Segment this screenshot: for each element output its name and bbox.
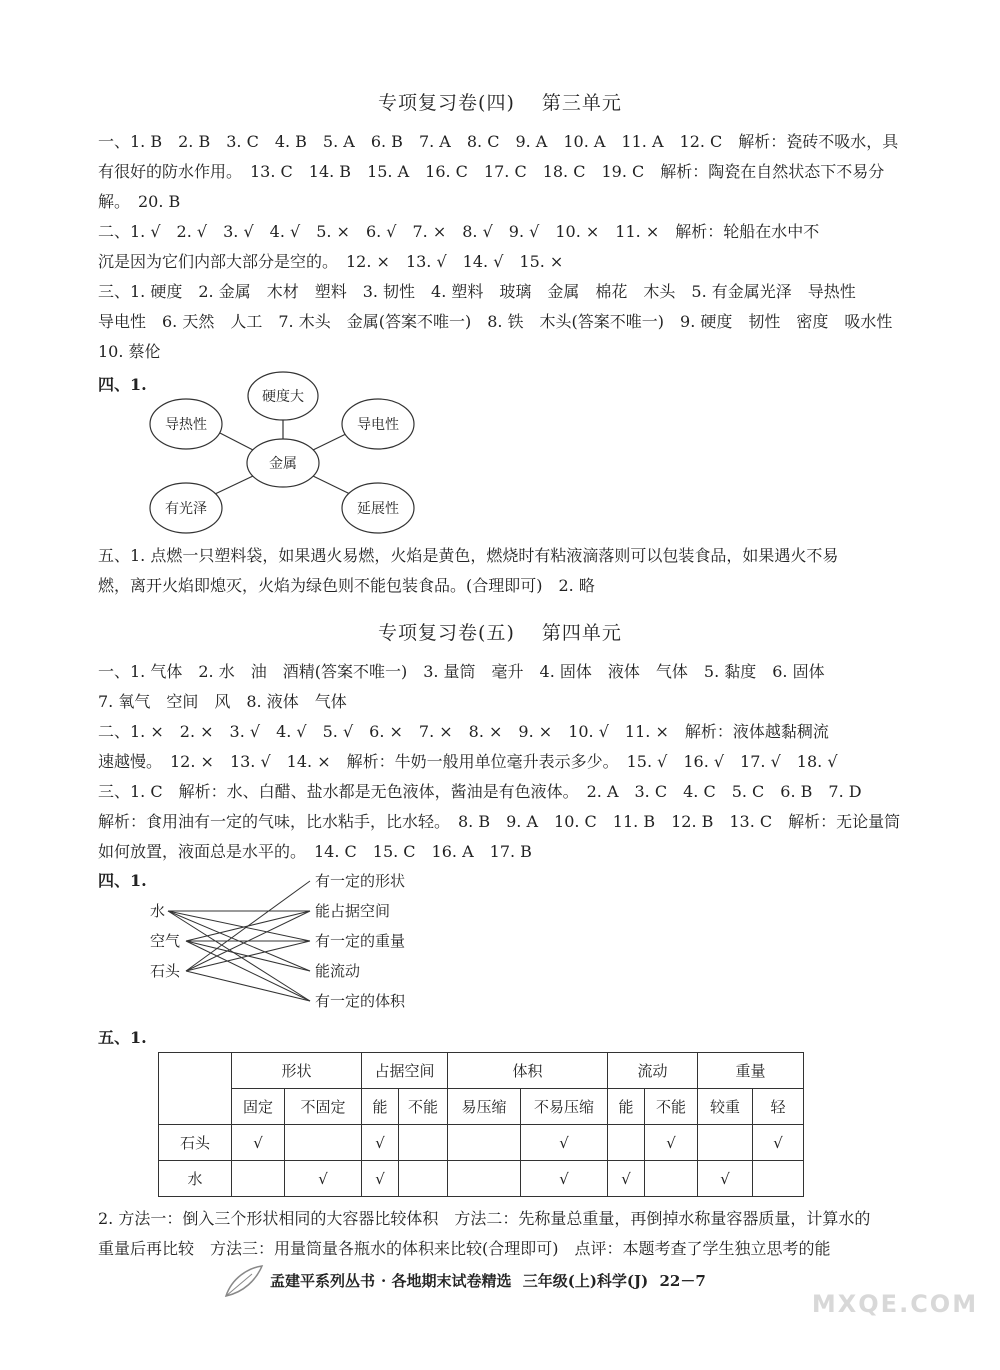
match-right: 有一定的形状: [315, 872, 406, 890]
footer: 孟建平系列丛书 · 各地期末试卷精选 三年级(上)科学(J) 22－7: [270, 1272, 706, 1290]
footer-book: 各地期末试卷精选: [391, 1272, 512, 1290]
section4-q5: [98, 541, 906, 601]
mindmap-node: 硬度大: [262, 389, 304, 405]
table-row-name: 水: [159, 1161, 232, 1197]
table-row: [159, 1161, 804, 1197]
table-cell: [753, 1161, 804, 1197]
table-subheader: 能: [608, 1089, 645, 1125]
table-subheader: 不能: [399, 1089, 448, 1125]
footer-page: 22－7: [659, 1272, 706, 1290]
table-cell: [399, 1125, 448, 1161]
table-cell: √: [608, 1161, 645, 1197]
table-subheader: 较重: [698, 1089, 753, 1125]
table-cell: √: [521, 1125, 608, 1161]
answer-line: 10. 蔡伦: [98, 342, 161, 361]
table-cell: √: [232, 1125, 285, 1161]
table-cell: [232, 1161, 285, 1197]
table-corner: [159, 1053, 232, 1125]
table-row: [159, 1125, 804, 1161]
section4-title-text: 专项复习卷(四): [378, 92, 515, 114]
table-cell: [608, 1125, 645, 1161]
table-cell: [448, 1161, 521, 1197]
mindmap-node: 有光泽: [165, 501, 207, 517]
table-cell: √: [362, 1161, 399, 1197]
section5-title: [0, 618, 1000, 645]
table-group-header: 占据空间: [362, 1053, 448, 1089]
answer-line: 导电性 6. 天然 人工 7. 木头 金属(答案不唯一) 8. 铁 木头(答案不唯一) 9. 硬度 韧性 密度 吸水性: [98, 312, 893, 331]
table-subheader: 能: [362, 1089, 399, 1125]
table-cell: [645, 1161, 698, 1197]
table-subheader: 固定: [232, 1089, 285, 1125]
table-cell: [399, 1161, 448, 1197]
section4-q4-label: 四、1.: [98, 375, 147, 394]
table-subheader: 不能: [645, 1089, 698, 1125]
table-group-header: 体积: [448, 1053, 608, 1089]
table-cell: √: [521, 1161, 608, 1197]
match-right: 有一定的体积: [315, 992, 406, 1010]
answer-line: 重量后再比较 方法三：用量筒量各瓶水的体积来比较(合理即可) 点评：本题考查了学生独立思考的能: [98, 1239, 831, 1258]
section5-answers: [98, 657, 906, 867]
match-right: 能占据空间: [315, 902, 391, 920]
table-group-header: 流动: [608, 1053, 698, 1089]
table-cell: [448, 1125, 521, 1161]
answer-line: 五、1. 点燃一只塑料袋，如果遇火易燃，火焰是黄色，燃烧时有粘液滴落则可以包装食品，如果遇火不易: [98, 546, 839, 565]
matching-diagram: [140, 866, 440, 1016]
section5-q5-label: 五、1.: [98, 1028, 147, 1047]
answer-line: 二、1. √ 2. √ 3. √ 4. √ 5. × 6. √ 7. × 8. √ 9. √ 10. × 11. × 解析：轮船在水中不: [98, 222, 820, 241]
table-cell: [698, 1125, 753, 1161]
table-cell: [285, 1125, 362, 1161]
answer-line: 7. 氧气 空间 风 8. 液体 气体: [98, 692, 347, 711]
table-subheader: 轻: [753, 1089, 804, 1125]
match-left: 水: [150, 902, 166, 920]
answer-line: 一、1. 气体 2. 水 油 酒精(答案不唯一) 3. 量筒 毫升 4. 固体 液体 气体 5. 黏度 6. 固体: [98, 662, 825, 681]
answer-line: 速越慢。 12. × 13. √ 14. × 解析：牛奶一般用单位毫升表示多少。 15. √ 16. √ 17. √ 18. √: [98, 752, 838, 771]
section5-title-text: 专项复习卷(五): [378, 622, 515, 644]
section4-answers: [98, 127, 906, 367]
table-cell: √: [753, 1125, 804, 1161]
mindmap-node: 导电性: [357, 417, 399, 433]
table-subheader: 不易压缩: [521, 1089, 608, 1125]
mindmap-center: 金属: [269, 456, 297, 472]
table-subheader: 易压缩: [448, 1089, 521, 1125]
answer-line: 解。 20. B: [98, 192, 181, 211]
table-row-name: 石头: [159, 1125, 232, 1161]
match-right: 能流动: [315, 962, 361, 980]
table-cell: √: [645, 1125, 698, 1161]
match-left: 石头: [150, 962, 181, 980]
footer-series: 孟建平系列丛书: [270, 1272, 376, 1290]
answer-line: 二、1. × 2. × 3. √ 4. √ 5. √ 6. × 7. × 8. × 9. × 10. √ 11. × 解析：液体越黏稠流: [98, 722, 829, 741]
answer-line: 三、1. C 解析：水、白醋、盐水都是无色液体，酱油是有色液体。 2. A 3. C 4. C 5. C 6. B 7. D: [98, 782, 862, 801]
table-group-header: 重量: [698, 1053, 804, 1089]
answer-line: 2. 方法一：倒入三个形状相同的大容器比较体积 方法二：先称量总重量，再倒掉水称量容器质量，计算水的: [98, 1209, 871, 1228]
footer-grade: 三年级(上)科学(J): [522, 1272, 649, 1290]
answer-line: 燃，离开火焰即熄灭，火焰为绿色则不能包装食品。(合理即可) 2. 略: [98, 576, 595, 595]
answer-line: 有很好的防水作用。 13. C 14. B 15. A 16. C 17. C 18. C 19. C 解析：陶瓷在自然状态下不易分: [98, 162, 885, 181]
answer-line: 如何放置，液面总是水平的。 14. C 15. C 16. A 17. B: [98, 842, 532, 861]
section5-q4-label: 四、1.: [98, 871, 147, 890]
leaf-ornament-icon: [222, 1262, 266, 1302]
answer-line: 一、1. B 2. B 3. C 4. B 5. A 6. B 7. A 8. C 9. A 10. A 11. A 12. C 解析：瓷砖不吸水，具: [98, 132, 899, 151]
table-group-header: 形状: [232, 1053, 362, 1089]
table-cell: √: [362, 1125, 399, 1161]
section5-unit: 第四单元: [541, 622, 622, 644]
watermark: MXQE.COM: [811, 1290, 979, 1318]
answer-line: 三、1. 硬度 2. 金属 木材 塑料 3. 韧性 4. 塑料 玻璃 金属 棉花 木头 5. 有金属光泽 导热性: [98, 282, 856, 301]
table-subheader: 不固定: [285, 1089, 362, 1125]
mindmap-node: 延展性: [357, 501, 399, 517]
table-cell: √: [285, 1161, 362, 1197]
section4-unit: 第三单元: [541, 92, 622, 114]
match-left: 空气: [150, 932, 181, 950]
metal-mindmap: [140, 368, 430, 538]
properties-table: [158, 1052, 804, 1197]
section4-title: [0, 88, 1000, 115]
mindmap-node: 导热性: [165, 417, 207, 433]
match-right: 有一定的重量: [315, 932, 406, 950]
answer-line: 解析：食用油有一定的气味，比水粘手，比水轻。 8. B 9. A 10. C 11. B 12. B 13. C 解析：无论量筒: [98, 812, 901, 831]
table-cell: √: [698, 1161, 753, 1197]
section5-q2: [98, 1204, 906, 1264]
answer-line: 沉是因为它们内部大部分是空的。 12. × 13. √ 14. √ 15. ×: [98, 252, 564, 271]
